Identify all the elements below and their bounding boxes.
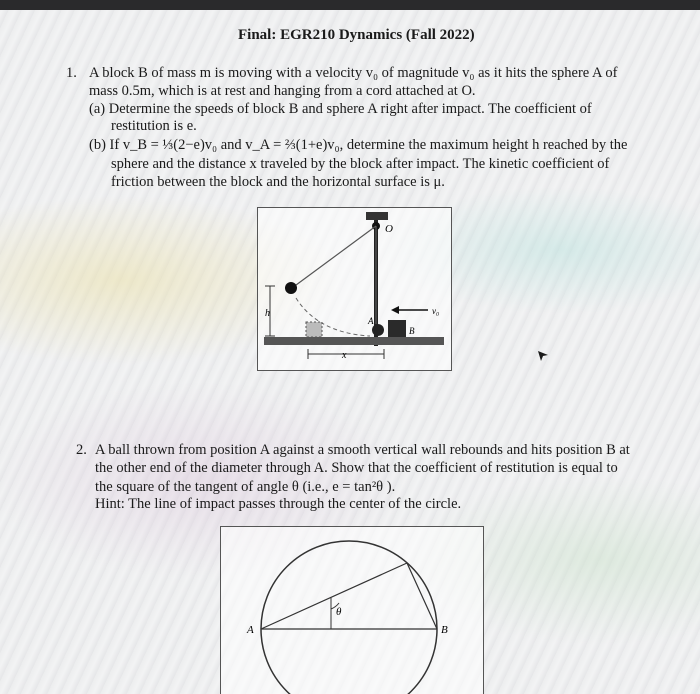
- pendulum-block-diagram: [258, 208, 450, 369]
- problem1-part-a-line2: restitution is e.: [111, 118, 197, 134]
- problem2-line1: A ball thrown from position A against a smooth vertical wall rebounds and hits position B at: [95, 442, 630, 458]
- circle-wall-diagram: [221, 527, 482, 694]
- problem1-figure: [257, 207, 452, 371]
- page-title: Final: EGR210 Dynamics (Fall 2022): [238, 27, 475, 43]
- problem2-line2: the other end of the diameter through A. Show that the coefficient of restitution is equal to: [95, 460, 618, 476]
- problem1-part-b-line2: sphere and the distance x traveled by the block after impact. The kinetic coefficient of: [111, 156, 610, 172]
- problem2-line3: the square of the tangent of angle θ (i.e., e = tan²θ ).: [95, 479, 396, 495]
- problem1-intro-line1: A block B of mass m is moving with a velocity v₀ of magnitude v₀ as it hits the sphere A of: [89, 65, 618, 81]
- label-h: h: [265, 308, 270, 319]
- velocity-arrowhead: [391, 306, 399, 314]
- label-v0: v₀: [432, 306, 440, 316]
- sphere-a-rest: [372, 324, 384, 336]
- cord-raised: [292, 226, 376, 288]
- problem2-figure: [220, 526, 484, 694]
- problem1-part-b-line3: friction between the block and the horizontal surface is μ.: [111, 174, 445, 190]
- path-a-to-wall: [261, 563, 407, 629]
- sphere-a-raised: [285, 282, 297, 294]
- path-wall-to-b: [407, 563, 437, 629]
- label-a: A: [368, 316, 374, 326]
- support-bracket: [366, 212, 388, 220]
- problem1-part-a-line1: (a) Determine the speeds of block B and sphere A right after impact. The coefficient of: [89, 101, 592, 117]
- problem1-number: 1.: [66, 65, 77, 81]
- window-top-edge: [0, 0, 700, 10]
- problem1-part-b-line1: (b) If v_B = ⅓(2−e)v₀ and v_A = ⅔(1+e)v₀, determine the maximum height h reached by the: [89, 137, 628, 153]
- problem2-hint: Hint: The line of impact passes through the center of the circle.: [95, 496, 462, 512]
- label-a: A: [247, 624, 254, 636]
- label-x: x: [342, 350, 347, 361]
- cursor-icon: [536, 349, 550, 363]
- label-theta: θ: [336, 606, 342, 618]
- label-b: B: [409, 326, 415, 336]
- block-b: [388, 320, 406, 337]
- floor: [264, 337, 444, 345]
- label-o: O: [385, 223, 393, 235]
- problem2-number: 2.: [76, 442, 87, 458]
- block-b-final: [306, 322, 322, 337]
- label-b: B: [441, 624, 448, 636]
- problem1-intro-line2: mass 0.5m, which is at rest and hanging from a cord attached at O.: [89, 83, 476, 99]
